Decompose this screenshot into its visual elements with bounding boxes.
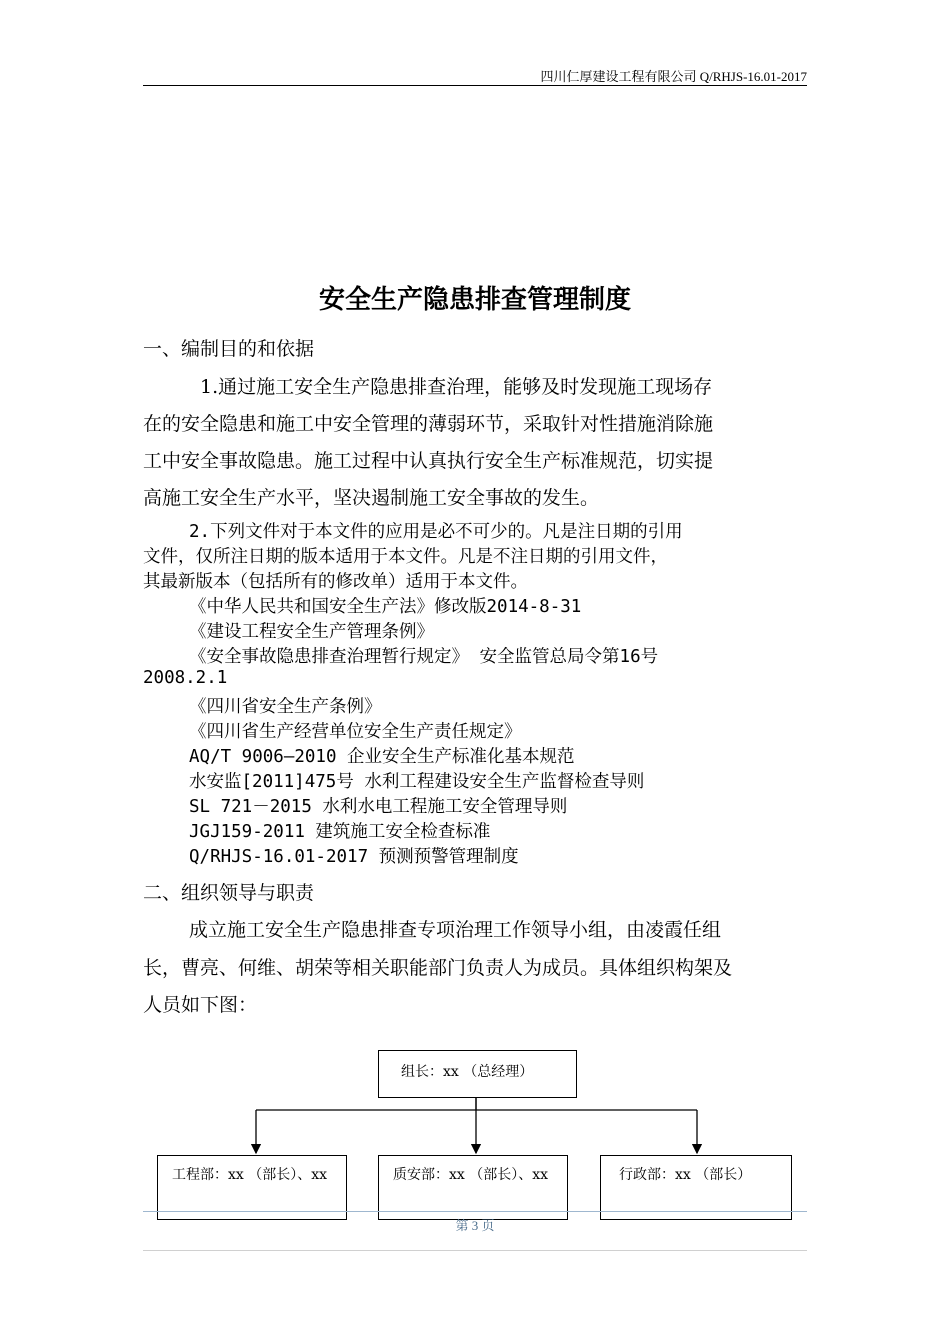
org-department-label: 行政部：xx （部长） [619,1167,752,1183]
org-department-label: 工程部：xx （部长）、xx [172,1167,328,1183]
reference-item: 2008.2.1 [143,668,228,688]
reference-item: 《中华人民共和国安全生产法》修改版2014-8-31 [189,597,582,617]
org-leader-label: 组长：xx （总经理） [401,1064,534,1080]
page-number: 第 3 页 [455,1218,495,1233]
paragraph-line: 1.通过施工安全生产隐患排查治理，能够及时发现施工现场存 [200,376,713,398]
reference-item: 《建设工程安全生产管理条例》 [189,622,434,642]
paragraph-line: 工中安全事故隐患。施工过程中认真执行安全生产标准规范，切实提 [143,450,714,472]
document-title: 安全生产隐患排查管理制度 [318,285,631,315]
paragraph-line: 人员如下图： [143,994,258,1016]
paragraph-line: 在的安全隐患和施工中安全管理的薄弱环节，采取针对性措施消除施 [143,413,714,435]
paragraph-line: 其最新版本（包括所有的修改单）适用于本文件。 [143,572,528,592]
reference-item: 《安全事故隐患排查治理暂行规定》 安全监管总局令第16号 [189,647,659,667]
reference-item: JGJ159-2011 建筑施工安全检查标准 [189,822,491,842]
footer-divider [143,1211,807,1212]
org-leader-box [378,1050,577,1098]
paragraph-line: 长，曹亮、何维、胡荣等相关职能部门负责人为成员。具体组织构架及 [143,957,733,979]
section-heading-2: 二、组织领导与职责 [143,882,315,904]
reference-item: Q/RHJS-16.01-2017 预测预警管理制度 [189,847,519,867]
paragraph-line: 成立施工安全生产隐患排查专项治理工作领导小组，由凌霞任组 [189,919,722,941]
paragraph-line: 文件，仅所注日期的版本适用于本文件。凡是不注日期的引用文件， [143,547,668,567]
paragraph-line: 高施工安全生产水平，坚决遏制施工安全事故的发生。 [143,487,600,509]
footer-divider [143,1250,807,1251]
org-department-label: 质安部：xx （部长）、xx [393,1167,549,1183]
page-header: 四川仁厚建设工程有限公司 Q/RHJS-16.01-2017 [540,69,807,84]
reference-item: 《四川省生产经营单位安全生产责任规定》 [189,722,522,742]
reference-item: 水安监[2011]475号 水利工程建设安全生产监督检查导则 [189,772,645,792]
reference-item: 《四川省安全生产条例》 [189,697,382,717]
reference-item: AQ/T 9006—2010 企业安全生产标准化基本规范 [189,747,575,767]
reference-item: SL 721－2015 水利水电工程施工安全管理导则 [189,797,568,817]
paragraph-line: 2.下列文件对于本文件的应用是必不可少的。凡是注日期的引用 [189,522,683,542]
section-heading-1: 一、编制目的和依据 [143,338,315,360]
